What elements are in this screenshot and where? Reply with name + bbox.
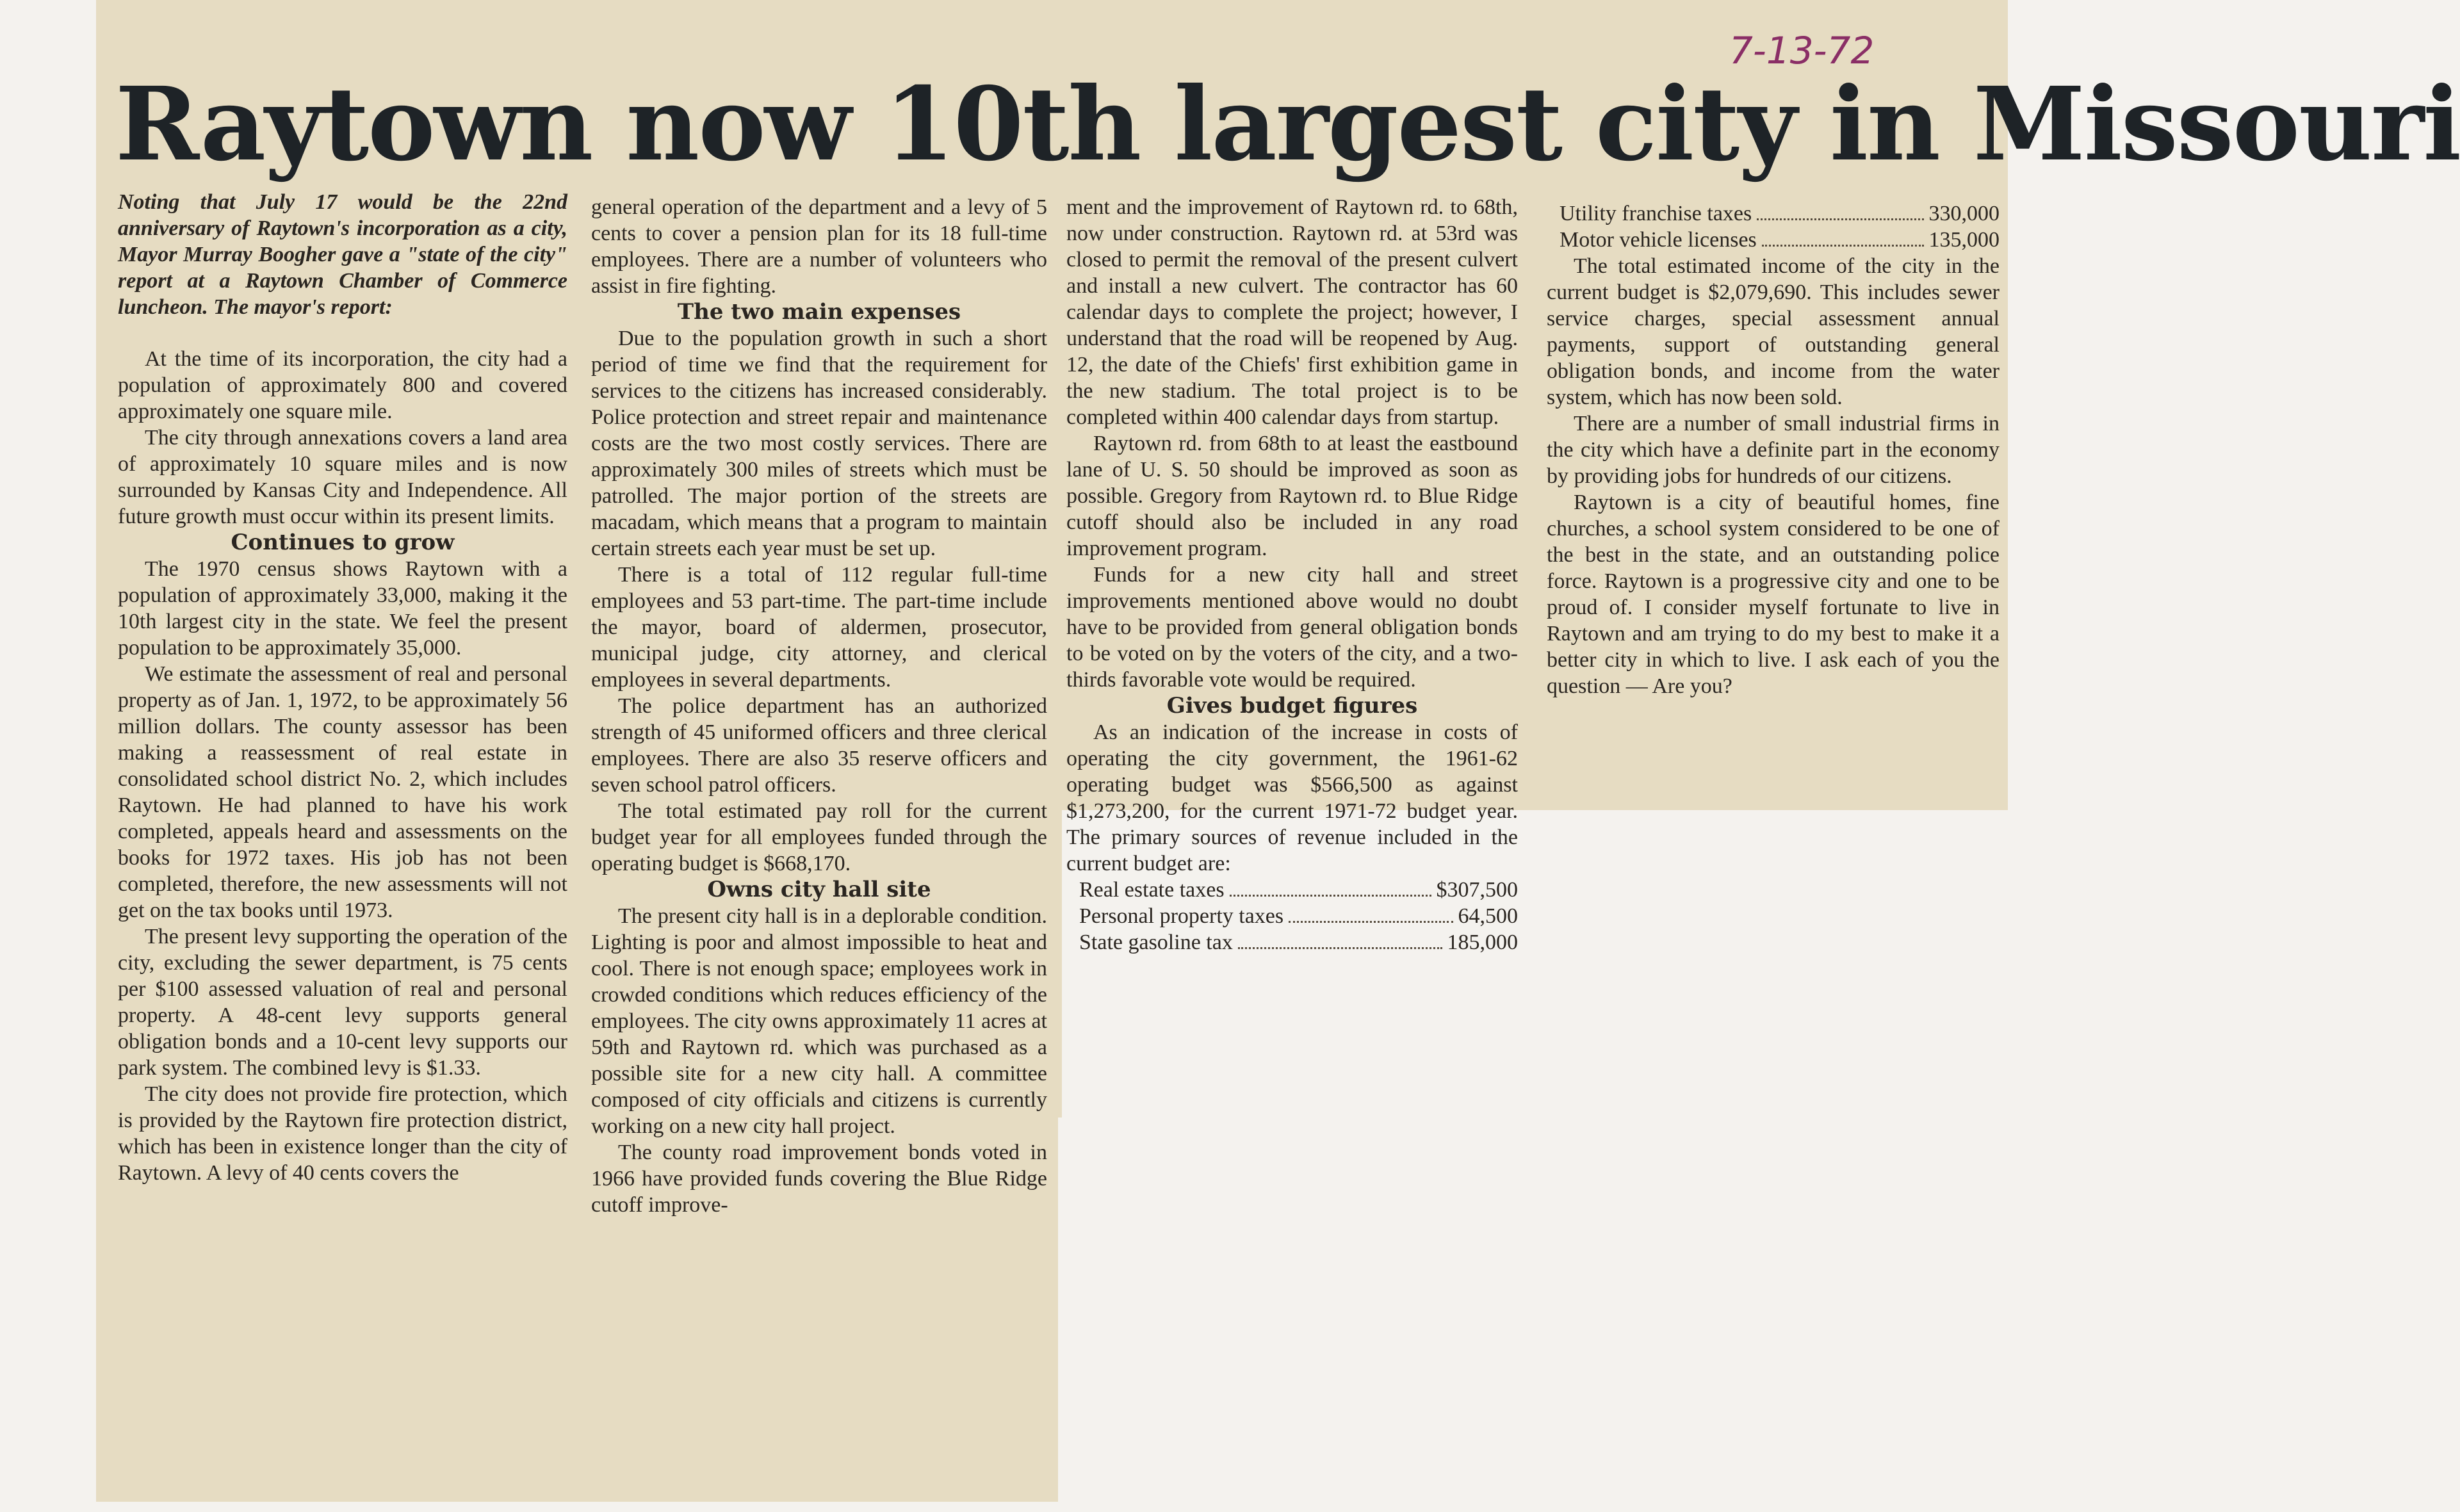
- paragraph: As an indication of the increase in costs of operating the city government, the 1961-62 operating budget was $566,500 as against $1,273,200, for the current 1971-72 budget year. The primary sources of revenue included in the current budget are:: [1066, 720, 1518, 875]
- paragraph: Raytown rd. from 68th to at least the eastbound lane of U. S. 50 should be improved as soon as possible. Gregory from Raytown rd. to Blue Ridge cutoff should also be included in any road improvement program.: [1066, 432, 1518, 560]
- paragraph: There is a total of 112 regular full-time employees and 53 part-time. The part-time include the mayor, board of aldermen, prosecutor, municipal judge, city attorney, and clerical employees in several departments.: [591, 563, 1047, 692]
- paragraph: We estimate the assessment of real and personal property as of Jan. 1, 1972, to be approximately 56 million dollars. The county assessor has been making a reassessment of real estate in consolidated school district No. 2, which includes Raytown. He had planned to have his work completed, appeals heard and assessments on the books for 1972 taxes. His job has not been completed, therefore, the new assessments will not get on the tax books until 1973.: [118, 662, 567, 922]
- revenue-label: State gasoline tax: [1079, 931, 1233, 954]
- revenue-row: [1547, 200, 2000, 227]
- paragraph: general operation of the department and a levy of 5 cents to cover a pension plan for its 18 full-time employees. There are a number of volunteers who assist in fire fighting.: [591, 195, 1047, 298]
- article-column-1: [118, 189, 567, 1186]
- paragraph: The city does not provide fire protection, which is provided by the Raytown fire protection district, which has been in existence longer than the city of Raytown. A levy of 40 cents covers the: [118, 1082, 567, 1185]
- revenue-row: [1066, 903, 1518, 929]
- paragraph: At the time of its incorporation, the city had a population of approximately 800 and covered approximately one square mile.: [118, 347, 567, 423]
- revenue-amount: 135,000: [1928, 228, 2000, 252]
- revenue-label: Utility franchise taxes: [1560, 202, 1752, 225]
- article-column-3: [1066, 194, 1518, 955]
- paragraph: The present levy supporting the operation of the city, excluding the sewer department, is 75 cents per $100 assessed valuation of real and personal property. A 48-cent levy supports general obligation bonds and a 10-cent levy supports our park system. The combined levy is $1.33.: [118, 925, 567, 1080]
- leader-dots: [1230, 877, 1431, 897]
- subheading: Owns city hall site: [707, 877, 931, 902]
- leader-dots: [1762, 227, 1924, 247]
- paragraph: Due to the population growth in such a short period of time we find that the requirement for services to the citizens has increased considerably. Police protection and street repair and maintenance costs are the two most costly services. There are approximately 300 miles of streets which must be patrolled. The major portion of the streets are macadam, which means that a program to maintain certain streets each year must be set up.: [591, 327, 1047, 560]
- revenue-label: Real estate taxes: [1079, 878, 1225, 902]
- revenue-amount: $307,500: [1436, 878, 1518, 902]
- paragraph: The police department has an authorized strength of 45 uniformed officers and three clerical employees. There are also 35 reserve officers and seven school patrol officers.: [591, 694, 1047, 797]
- paragraph: The county road improvement bonds voted in 1966 have provided funds covering the Blue Ridge cutoff improve-: [591, 1141, 1047, 1217]
- paragraph: The total estimated income of the city in the current budget is $2,079,690. This includes sewer service charges, special assessment annual payments, support of outstanding general obligation bonds, and income from the water system, which has now been sold.: [1547, 254, 2000, 409]
- leader-dots: [1238, 929, 1442, 949]
- revenue-list: [1066, 877, 1518, 955]
- paragraph: The city through annexations covers a land area of approximately 10 square miles and is now surrounded by Kansas City and Independence. All future growth must occur within its present limits.: [118, 426, 567, 528]
- revenue-list: [1547, 200, 2000, 253]
- revenue-row: [1066, 877, 1518, 903]
- paragraph: The 1970 census shows Raytown with a population of approximately 33,000, making it the 10th largest city in the state. We feel the present population to be approximately 35,000.: [118, 557, 567, 660]
- paragraph: Raytown is a city of beautiful homes, fine churches, a school system considered to be one of the best in the state, and an outstanding police force. Raytown is a progressive city and one to be proud of. I consider myself fortunate to live in Raytown and am trying to do my best to make it a better city in which to live. I ask each of you the question — Are you?: [1547, 491, 2000, 698]
- article-headline: Raytown now 10th largest city in Missouri: [115, 65, 2460, 184]
- handwritten-date: 7-13-72: [1729, 29, 1875, 72]
- paragraph: There are a number of small industrial firms in the city which have a definite part in the economy by providing jobs for hundreds of our citizens.: [1547, 412, 2000, 488]
- revenue-amount: 64,500: [1458, 904, 1518, 928]
- leader-dots: [1757, 200, 1923, 220]
- revenue-row: [1547, 227, 2000, 253]
- article-column-4: [1547, 200, 2000, 699]
- paragraph: The present city hall is in a deplorable condition. Lighting is poor and almost impossible to heat and cool. There is not enough space; employees work in crowded conditions which reduces efficiency of the employees. The city owns approximately 11 acres at 59th and Raytown rd. which was purchased as a possible site for a new city hall. A committee composed of city officials and citizens is currently working on a new city hall project.: [591, 904, 1047, 1138]
- leader-dots: [1289, 903, 1453, 923]
- paragraph: ment and the improvement of Raytown rd. to 68th, now under construction. Raytown rd. at 53rd was closed to permit the removal of the present culvert and install a new culvert. The contractor has 60 calendar days to complete the project; however, I understand that the road will be reopened by Aug. 12, the date of the Chiefs' first exhibition game in the new stadium. The total project is to be completed within 400 calendar days from startup.: [1066, 195, 1518, 429]
- article-intro: Noting that July 17 would be the 22nd anniversary of Raytown's incorporation as a city, Mayor Murray Boogher gave a "state of the city" report at a Raytown Chamber of Commerce luncheon. The mayor's report:: [118, 190, 567, 319]
- revenue-label: Motor vehicle licenses: [1560, 228, 1757, 252]
- subheading: Continues to grow: [231, 530, 455, 555]
- paragraph: Funds for a new city hall and street improvements mentioned above would no doubt have to be provided from general obligation bonds to be voted on by the voters of the city, and a two-thirds favorable vote would be required.: [1066, 563, 1518, 692]
- subheading: Gives budget figures: [1166, 693, 1418, 719]
- subheading: The two main expenses: [677, 299, 961, 325]
- revenue-amount: 185,000: [1447, 931, 1518, 954]
- revenue-amount: 330,000: [1928, 202, 2000, 225]
- article-column-2: [591, 194, 1047, 1218]
- paragraph: The total estimated pay roll for the current budget year for all employees funded through the operating budget is $668,170.: [591, 799, 1047, 875]
- revenue-label: Personal property taxes: [1079, 904, 1284, 928]
- revenue-row: [1066, 929, 1518, 955]
